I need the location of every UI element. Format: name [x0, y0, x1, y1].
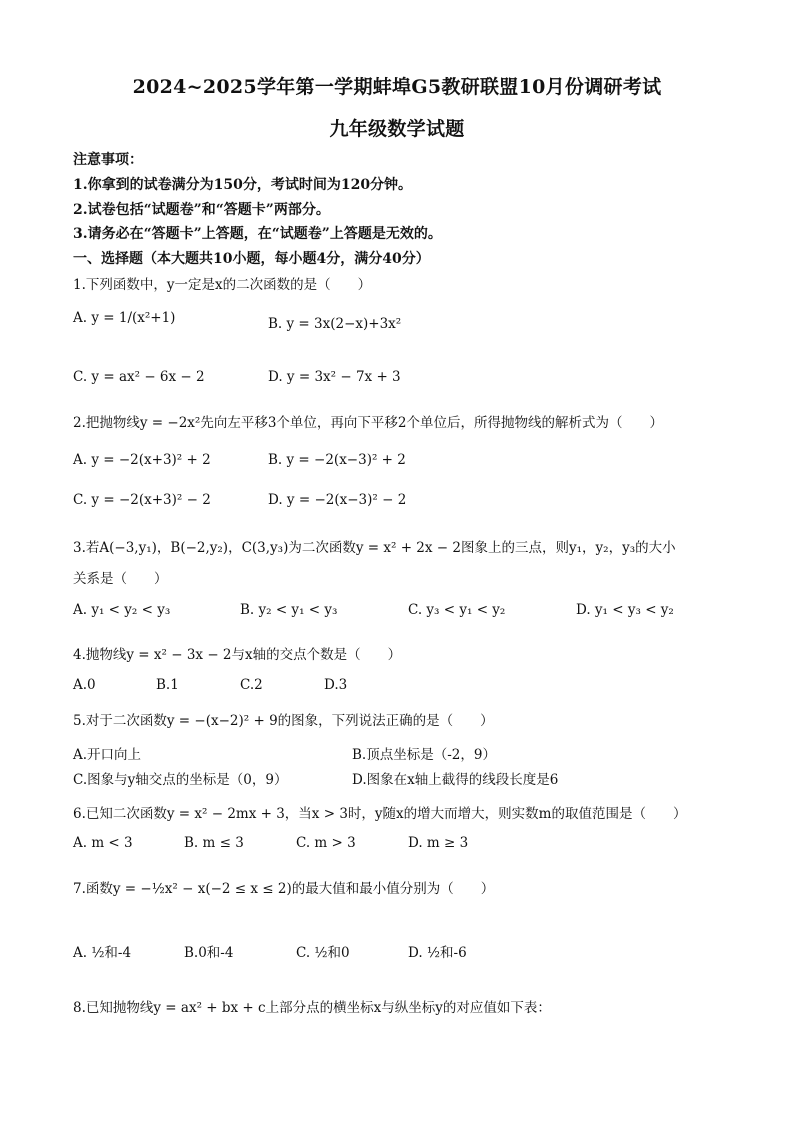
notice-item-2: 2.试卷包括“试题卷”和“答题卡”两部分。 [73, 202, 330, 218]
question-1-option-a: A. y = 1/(x²+1) [73, 310, 176, 326]
question-1-option-c: C. y = ax² − 6x − 2 [73, 369, 205, 385]
question-7-option-c: C. ½和0 [296, 945, 350, 961]
notice-heading: 注意事项： [73, 152, 143, 168]
question-4-option-a: A.0 [73, 677, 96, 693]
question-5-option-c: C.图象与y轴交点的坐标是（0，9） [73, 772, 288, 788]
question-2-stem: 2.把抛物线y = −2x²先向左平移3个单位，再向下平移2个单位后，所得抛物线的解析式为（ ） [73, 415, 664, 431]
question-7-option-b: B.0和-4 [184, 945, 234, 961]
question-5-stem: 5.对于二次函数y = −(x−2)² + 9的图象，下列说法正确的是（ ） [73, 713, 494, 729]
question-6-stem: 6.已知二次函数y = x² − 2mx + 3，当x > 3时，y随x的增大而增大，则实数m的取值范围是（ ） [73, 806, 687, 822]
question-4-option-c: C.2 [240, 677, 263, 693]
question-2-option-c: C. y = −2(x+3)² − 2 [73, 492, 211, 508]
question-3-stem-cont: 关系是（ ） [73, 571, 168, 587]
notice-item-1: 1.你拿到的试卷满分为150分，考试时间为120分钟。 [73, 177, 413, 193]
question-4-option-b: B.1 [156, 677, 179, 693]
question-5-option-d: D.图象在x轴上截得的线段长度是6 [352, 772, 559, 788]
question-6-option-a: A. m < 3 [73, 835, 133, 851]
question-3-option-c: C. y₃ < y₁ < y₂ [408, 602, 506, 618]
question-1-option-d: D. y = 3x² − 7x + 3 [268, 369, 401, 385]
question-1-stem: 1.下列函数中，y一定是x的二次函数的是（ ） [73, 277, 372, 293]
question-1-option-b: B. y = 3x(2−x)+3x² [268, 316, 402, 332]
exam-title: 2024~2025学年第一学期蚌埠G5教研联盟10月份调研考试 [132, 76, 662, 98]
question-4-stem: 4.抛物线y = x² − 3x − 2与x轴的交点个数是（ ） [73, 647, 402, 663]
question-2-option-a: A. y = −2(x+3)² + 2 [73, 452, 211, 468]
question-3-option-a: A. y₁ < y₂ < y₃ [73, 602, 171, 618]
question-7-stem: 7.函数y = −½x² − x(−2 ≤ x ≤ 2)的最大值和最小值分别为（ ） [73, 881, 495, 897]
question-4-option-d: D.3 [324, 677, 348, 693]
question-6-option-b: B. m ≤ 3 [184, 835, 244, 851]
question-6-option-d: D. m ≥ 3 [408, 835, 469, 851]
question-5-option-b: B.顶点坐标是（-2，9） [352, 747, 496, 763]
question-5-option-a: A.开口向上 [73, 747, 142, 763]
section-heading: 一、选择题（本大题共10小题，每小题4分，满分40分） [73, 251, 430, 267]
question-2-option-d: D. y = −2(x−3)² − 2 [268, 492, 407, 508]
question-7-option-a: A. ½和-4 [73, 945, 132, 961]
exam-subtitle: 九年级数学试题 [329, 118, 465, 140]
question-3-stem: 3.若A(−3,y₁)，B(−2,y₂)，C(3,y₃)为二次函数y = x² + 2x − 2图象上的三点，则y₁，y₂，y₃的大小 [73, 540, 676, 556]
question-3-option-b: B. y₂ < y₁ < y₃ [240, 602, 338, 618]
question-8-stem: 8.已知抛物线y = ax² + bx + c上部分点的横坐标x与纵坐标y的对应值如下表： [73, 1000, 551, 1016]
notice-item-3: 3.请务必在“答题卡”上答题，在“试题卷”上答题是无效的。 [73, 226, 442, 242]
question-3-option-d: D. y₁ < y₃ < y₂ [576, 602, 674, 618]
question-7-option-d: D. ½和-6 [408, 945, 467, 961]
question-6-option-c: C. m > 3 [296, 835, 356, 851]
question-2-option-b: B. y = −2(x−3)² + 2 [268, 452, 406, 468]
